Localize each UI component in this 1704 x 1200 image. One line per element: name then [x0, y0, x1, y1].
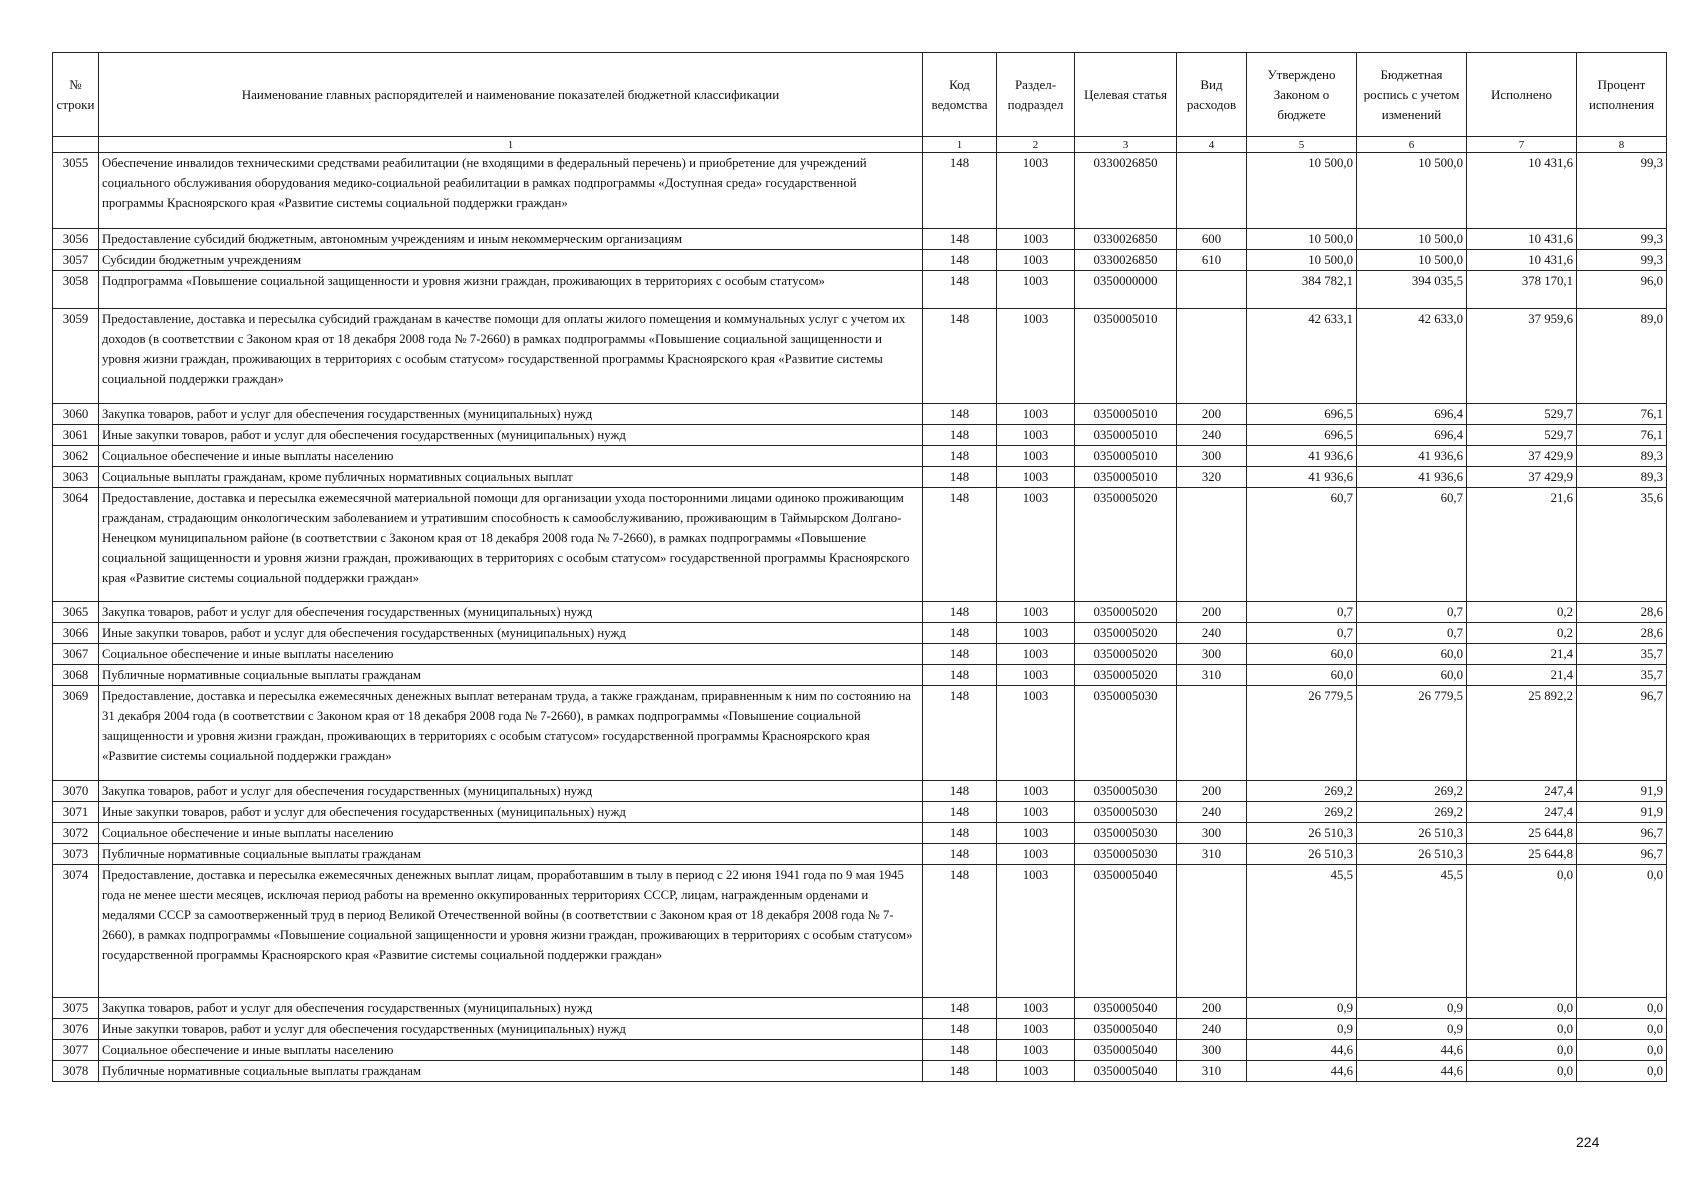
- row-name: Социальное обеспечение и иные выплаты населению: [99, 446, 923, 467]
- percent-executed: 0,0: [1577, 865, 1667, 998]
- executed-amount: 21,6: [1467, 488, 1577, 602]
- percent-executed: 89,3: [1577, 467, 1667, 488]
- table-row: [53, 309, 1667, 404]
- budget-list-amount: 60,0: [1357, 665, 1467, 686]
- approved-amount: 44,6: [1247, 1040, 1357, 1061]
- expense-type: 240: [1177, 425, 1247, 446]
- row-name: Социальное обеспечение и иные выплаты населению: [99, 1040, 923, 1061]
- budget-list-amount: 0,9: [1357, 998, 1467, 1019]
- section-code: 1003: [997, 229, 1075, 250]
- executed-amount: 10 431,6: [1467, 153, 1577, 229]
- section-code: 1003: [997, 1040, 1075, 1061]
- budget-list-amount: 696,4: [1357, 425, 1467, 446]
- dept-code: 148: [923, 1061, 997, 1082]
- executed-amount: 378 170,1: [1467, 271, 1577, 309]
- row-name: Иные закупки товаров, работ и услуг для обеспечения государственных (муниципальных) нужд: [99, 623, 923, 644]
- percent-executed: 91,9: [1577, 781, 1667, 802]
- header-target-article: Целевая статья: [1075, 53, 1177, 137]
- dept-code: 148: [923, 404, 997, 425]
- row-name: Закупка товаров, работ и услуг для обеспечения государственных (муниципальных) нужд: [99, 781, 923, 802]
- expense-type: 200: [1177, 781, 1247, 802]
- header-approved: Утверждено Законом о бюджете: [1247, 53, 1357, 137]
- section-code: 1003: [997, 271, 1075, 309]
- row-number: 3075: [53, 998, 99, 1019]
- section-code: 1003: [997, 686, 1075, 781]
- header-budget-list: Бюджетная роспись с учетом изменений: [1357, 53, 1467, 137]
- approved-amount: 696,5: [1247, 404, 1357, 425]
- section-code: 1003: [997, 1061, 1075, 1082]
- approved-amount: 269,2: [1247, 802, 1357, 823]
- percent-executed: 96,0: [1577, 271, 1667, 309]
- table-row: [53, 1040, 1667, 1061]
- budget-list-amount: 269,2: [1357, 781, 1467, 802]
- header-dept-code: Код ведомства: [923, 53, 997, 137]
- table-row: [53, 781, 1667, 802]
- percent-executed: 0,0: [1577, 1019, 1667, 1040]
- expense-type: 240: [1177, 802, 1247, 823]
- dept-code: 148: [923, 488, 997, 602]
- expense-type: 300: [1177, 446, 1247, 467]
- dept-code: 148: [923, 425, 997, 446]
- percent-executed: 0,0: [1577, 1040, 1667, 1061]
- expense-type: [1177, 865, 1247, 998]
- budget-list-amount: 45,5: [1357, 865, 1467, 998]
- expense-type: 310: [1177, 1061, 1247, 1082]
- budget-list-amount: 26 510,3: [1357, 823, 1467, 844]
- row-name: Социальные выплаты гражданам, кроме публичных нормативных социальных выплат: [99, 467, 923, 488]
- row-number: 3069: [53, 686, 99, 781]
- table-row: [53, 644, 1667, 665]
- executed-amount: 247,4: [1467, 781, 1577, 802]
- target-article: 0330026850: [1075, 229, 1177, 250]
- executed-amount: 0,0: [1467, 1019, 1577, 1040]
- target-article: 0350005040: [1075, 1040, 1177, 1061]
- table-row: [53, 446, 1667, 467]
- percent-executed: 28,6: [1577, 602, 1667, 623]
- executed-amount: 37 429,9: [1467, 467, 1577, 488]
- budget-list-amount: 41 936,6: [1357, 467, 1467, 488]
- page-number: 224: [1576, 1134, 1600, 1150]
- approved-amount: 0,7: [1247, 623, 1357, 644]
- dept-code: 148: [923, 467, 997, 488]
- expense-type: [1177, 271, 1247, 309]
- row-number: 3066: [53, 623, 99, 644]
- budget-list-amount: 696,4: [1357, 404, 1467, 425]
- table-row: [53, 686, 1667, 781]
- approved-amount: 0,9: [1247, 998, 1357, 1019]
- percent-executed: 99,3: [1577, 229, 1667, 250]
- target-article: 0350005040: [1075, 865, 1177, 998]
- expense-type: 300: [1177, 644, 1247, 665]
- header-percent: Процент исполнения: [1577, 53, 1667, 137]
- row-name: Подпрограмма «Повышение социальной защищенности и уровня жизни граждан, проживающих в территориях с особым статусом»: [99, 271, 923, 309]
- percent-executed: 89,0: [1577, 309, 1667, 404]
- approved-amount: 60,0: [1247, 644, 1357, 665]
- percent-executed: 28,6: [1577, 623, 1667, 644]
- table-row: [53, 250, 1667, 271]
- row-number: 3062: [53, 446, 99, 467]
- executed-amount: 25 644,8: [1467, 844, 1577, 865]
- section-code: 1003: [997, 844, 1075, 865]
- row-number: 3060: [53, 404, 99, 425]
- table-row: [53, 1019, 1667, 1040]
- row-name: Субсидии бюджетным учреждениям: [99, 250, 923, 271]
- percent-executed: 99,3: [1577, 250, 1667, 271]
- column-number: 8: [1577, 137, 1667, 153]
- expense-type: 240: [1177, 623, 1247, 644]
- percent-executed: 96,7: [1577, 844, 1667, 865]
- budget-list-amount: 26 779,5: [1357, 686, 1467, 781]
- row-name: Закупка товаров, работ и услуг для обеспечения государственных (муниципальных) нужд: [99, 602, 923, 623]
- percent-executed: 89,3: [1577, 446, 1667, 467]
- dept-code: 148: [923, 802, 997, 823]
- row-number: 3058: [53, 271, 99, 309]
- target-article: 0350005040: [1075, 1019, 1177, 1040]
- executed-amount: 25 644,8: [1467, 823, 1577, 844]
- dept-code: 148: [923, 686, 997, 781]
- expense-type: 200: [1177, 998, 1247, 1019]
- table-row: [53, 229, 1667, 250]
- approved-amount: 60,7: [1247, 488, 1357, 602]
- column-number: 1: [923, 137, 997, 153]
- row-number: 3078: [53, 1061, 99, 1082]
- executed-amount: 21,4: [1467, 665, 1577, 686]
- approved-amount: 41 936,6: [1247, 446, 1357, 467]
- target-article: 0350005020: [1075, 623, 1177, 644]
- expense-type: 200: [1177, 602, 1247, 623]
- column-number: 1: [99, 137, 923, 153]
- table-header-row: [53, 53, 1667, 137]
- table-row: [53, 823, 1667, 844]
- row-number: 3068: [53, 665, 99, 686]
- approved-amount: 269,2: [1247, 781, 1357, 802]
- header-expense-type: Вид расходов: [1177, 53, 1247, 137]
- row-number: 3070: [53, 781, 99, 802]
- table-row: [53, 153, 1667, 229]
- approved-amount: 0,7: [1247, 602, 1357, 623]
- row-name: Обеспечение инвалидов техническими средствами реабилитации (не входящими в федеральный перечень) и приобретение для учреждений социального обслуживания оборудования медико-социальной реабилитации в рамках подпрограммы «Доступная среда» государственной программы Красноярского края «Развитие системы социальной поддержки граждан»: [99, 153, 923, 229]
- target-article: 0350005030: [1075, 823, 1177, 844]
- header-row-number: № строки: [53, 53, 99, 137]
- row-name: Иные закупки товаров, работ и услуг для обеспечения государственных (муниципальных) нужд: [99, 425, 923, 446]
- header-executed: Исполнено: [1467, 53, 1577, 137]
- section-code: 1003: [997, 467, 1075, 488]
- row-name: Иные закупки товаров, работ и услуг для обеспечения государственных (муниципальных) нужд: [99, 802, 923, 823]
- expense-type: 320: [1177, 467, 1247, 488]
- target-article: 0330026850: [1075, 250, 1177, 271]
- dept-code: 148: [923, 309, 997, 404]
- row-number: 3077: [53, 1040, 99, 1061]
- row-name: Публичные нормативные социальные выплаты гражданам: [99, 844, 923, 865]
- executed-amount: 0,0: [1467, 865, 1577, 998]
- table-row: [53, 998, 1667, 1019]
- row-number: 3056: [53, 229, 99, 250]
- budget-list-amount: 10 500,0: [1357, 229, 1467, 250]
- approved-amount: 42 633,1: [1247, 309, 1357, 404]
- percent-executed: 96,7: [1577, 686, 1667, 781]
- budget-list-amount: 60,0: [1357, 644, 1467, 665]
- dept-code: 148: [923, 823, 997, 844]
- row-name: Публичные нормативные социальные выплаты гражданам: [99, 1061, 923, 1082]
- budget-table: [52, 52, 1667, 1082]
- executed-amount: 25 892,2: [1467, 686, 1577, 781]
- approved-amount: 10 500,0: [1247, 250, 1357, 271]
- dept-code: 148: [923, 665, 997, 686]
- target-article: 0350000000: [1075, 271, 1177, 309]
- section-code: 1003: [997, 998, 1075, 1019]
- target-article: 0350005030: [1075, 844, 1177, 865]
- row-name: Социальное обеспечение и иные выплаты населению: [99, 823, 923, 844]
- executed-amount: 529,7: [1467, 404, 1577, 425]
- dept-code: 148: [923, 1019, 997, 1040]
- percent-executed: 76,1: [1577, 404, 1667, 425]
- executed-amount: 37 429,9: [1467, 446, 1577, 467]
- row-name: Предоставление субсидий бюджетным, автономным учреждениям и иным некоммерческим организациям: [99, 229, 923, 250]
- column-number: 5: [1247, 137, 1357, 153]
- row-name: Предоставление, доставка и пересылка ежемесячной материальной помощи для организации ухода посторонними лицами одиноко проживающим гражданам, страдающим онкологическим заболеванием и утратившим способность к самообслуживанию, проживающим в Таймырском Долгано-Ненецком муниципальном районе (в соответствии с Законом края от 18 декабря 2008 года № 7-2660), в рамках подпрограммы «Повышение социальной защищенности и уровня жизни граждан, проживающих в территориях с особым статусом» государственной программы Красноярского края «Развитие системы социальной поддержки граждан»: [99, 488, 923, 602]
- executed-amount: 0,0: [1467, 1040, 1577, 1061]
- approved-amount: 10 500,0: [1247, 229, 1357, 250]
- column-number: 6: [1357, 137, 1467, 153]
- dept-code: 148: [923, 602, 997, 623]
- expense-type: 300: [1177, 823, 1247, 844]
- column-number: 4: [1177, 137, 1247, 153]
- target-article: 0350005010: [1075, 404, 1177, 425]
- table-row: [53, 404, 1667, 425]
- approved-amount: 44,6: [1247, 1061, 1357, 1082]
- approved-amount: 26 510,3: [1247, 844, 1357, 865]
- row-number: 3055: [53, 153, 99, 229]
- dept-code: 148: [923, 153, 997, 229]
- table-row: [53, 488, 1667, 602]
- executed-amount: 21,4: [1467, 644, 1577, 665]
- budget-sheet: [52, 52, 1667, 1082]
- target-article: 0350005020: [1075, 665, 1177, 686]
- executed-amount: 0,0: [1467, 1061, 1577, 1082]
- row-name: Закупка товаров, работ и услуг для обеспечения государственных (муниципальных) нужд: [99, 998, 923, 1019]
- executed-amount: 10 431,6: [1467, 229, 1577, 250]
- column-number: [53, 137, 99, 153]
- percent-executed: 0,0: [1577, 998, 1667, 1019]
- target-article: 0350005020: [1075, 488, 1177, 602]
- dept-code: 148: [923, 998, 997, 1019]
- expense-type: [1177, 488, 1247, 602]
- percent-executed: 91,9: [1577, 802, 1667, 823]
- target-article: 0350005040: [1075, 1061, 1177, 1082]
- budget-list-amount: 42 633,0: [1357, 309, 1467, 404]
- dept-code: 148: [923, 781, 997, 802]
- budget-list-amount: 44,6: [1357, 1061, 1467, 1082]
- target-article: 0350005010: [1075, 446, 1177, 467]
- dept-code: 148: [923, 446, 997, 467]
- budget-list-amount: 0,7: [1357, 623, 1467, 644]
- approved-amount: 10 500,0: [1247, 153, 1357, 229]
- target-article: 0350005010: [1075, 467, 1177, 488]
- column-number: 3: [1075, 137, 1177, 153]
- row-name: Закупка товаров, работ и услуг для обеспечения государственных (муниципальных) нужд: [99, 404, 923, 425]
- table-row: [53, 865, 1667, 998]
- row-name: Публичные нормативные социальные выплаты гражданам: [99, 665, 923, 686]
- dept-code: 148: [923, 1040, 997, 1061]
- executed-amount: 37 959,6: [1467, 309, 1577, 404]
- expense-type: 610: [1177, 250, 1247, 271]
- dept-code: 148: [923, 865, 997, 998]
- target-article: 0350005030: [1075, 781, 1177, 802]
- target-article: 0350005030: [1075, 686, 1177, 781]
- approved-amount: 26 510,3: [1247, 823, 1357, 844]
- percent-executed: 35,7: [1577, 644, 1667, 665]
- row-number: 3073: [53, 844, 99, 865]
- dept-code: 148: [923, 271, 997, 309]
- approved-amount: 26 779,5: [1247, 686, 1357, 781]
- executed-amount: 10 431,6: [1467, 250, 1577, 271]
- target-article: 0350005020: [1075, 644, 1177, 665]
- executed-amount: 247,4: [1467, 802, 1577, 823]
- table-row: [53, 271, 1667, 309]
- percent-executed: 35,7: [1577, 665, 1667, 686]
- section-code: 1003: [997, 153, 1075, 229]
- dept-code: 148: [923, 229, 997, 250]
- row-number: 3064: [53, 488, 99, 602]
- section-code: 1003: [997, 446, 1075, 467]
- section-code: 1003: [997, 1019, 1075, 1040]
- target-article: 0350005040: [1075, 998, 1177, 1019]
- budget-list-amount: 41 936,6: [1357, 446, 1467, 467]
- table-row: [53, 425, 1667, 446]
- row-number: 3067: [53, 644, 99, 665]
- dept-code: 148: [923, 623, 997, 644]
- row-number: 3065: [53, 602, 99, 623]
- row-number: 3059: [53, 309, 99, 404]
- approved-amount: 384 782,1: [1247, 271, 1357, 309]
- row-name: Иные закупки товаров, работ и услуг для обеспечения государственных (муниципальных) нужд: [99, 1019, 923, 1040]
- row-name: Предоставление, доставка и пересылка ежемесячных денежных выплат лицам, проработавшим в тылу в период с 22 июня 1941 года по 9 мая 1945 года не менее шести месяцев, исключая период работы на временно оккупированных территориях СССР, лицам, награжденным орденами и медалями СССР за самоотверженный труд в период Великой Отечественной войны (в соответствии с Законом края от 18 декабря 2008 года № 7-2660), в рамках подпрограммы «Повышение социальной защищенности и уровня жизни граждан, проживающих в территориях с особым статусом» государственной программы Красноярского края «Развитие системы социальной поддержки граждан»: [99, 865, 923, 998]
- target-article: 0350005020: [1075, 602, 1177, 623]
- approved-amount: 41 936,6: [1247, 467, 1357, 488]
- budget-list-amount: 10 500,0: [1357, 153, 1467, 229]
- expense-type: [1177, 309, 1247, 404]
- section-code: 1003: [997, 425, 1075, 446]
- table-row: [53, 844, 1667, 865]
- column-number-row: [53, 137, 1667, 153]
- approved-amount: 45,5: [1247, 865, 1357, 998]
- dept-code: 148: [923, 644, 997, 665]
- table-row: [53, 1061, 1667, 1082]
- expense-type: 310: [1177, 665, 1247, 686]
- column-number: 7: [1467, 137, 1577, 153]
- header-name: Наименование главных распорядителей и наименование показателей бюджетной классификации: [99, 53, 923, 137]
- section-code: 1003: [997, 802, 1075, 823]
- percent-executed: 96,7: [1577, 823, 1667, 844]
- row-number: 3057: [53, 250, 99, 271]
- budget-list-amount: 44,6: [1357, 1040, 1467, 1061]
- percent-executed: 76,1: [1577, 425, 1667, 446]
- section-code: 1003: [997, 823, 1075, 844]
- percent-executed: 0,0: [1577, 1061, 1667, 1082]
- section-code: 1003: [997, 665, 1075, 686]
- expense-type: 240: [1177, 1019, 1247, 1040]
- table-row: [53, 467, 1667, 488]
- row-number: 3072: [53, 823, 99, 844]
- row-number: 3071: [53, 802, 99, 823]
- budget-list-amount: 0,9: [1357, 1019, 1467, 1040]
- section-code: 1003: [997, 309, 1075, 404]
- section-code: 1003: [997, 781, 1075, 802]
- budget-list-amount: 0,7: [1357, 602, 1467, 623]
- percent-executed: 35,6: [1577, 488, 1667, 602]
- expense-type: [1177, 153, 1247, 229]
- section-code: 1003: [997, 865, 1075, 998]
- approved-amount: 0,9: [1247, 1019, 1357, 1040]
- section-code: 1003: [997, 404, 1075, 425]
- row-name: Социальное обеспечение и иные выплаты населению: [99, 644, 923, 665]
- section-code: 1003: [997, 623, 1075, 644]
- percent-executed: 99,3: [1577, 153, 1667, 229]
- dept-code: 148: [923, 250, 997, 271]
- row-number: 3074: [53, 865, 99, 998]
- row-number: 3076: [53, 1019, 99, 1040]
- expense-type: 300: [1177, 1040, 1247, 1061]
- expense-type: [1177, 686, 1247, 781]
- target-article: 0350005030: [1075, 802, 1177, 823]
- executed-amount: 0,2: [1467, 602, 1577, 623]
- row-name: Предоставление, доставка и пересылка субсидий гражданам в качестве помощи для оплаты жилого помещения и коммунальных услуг с учетом их доходов (в соответствии с Законом края от 18 декабря 2008 года № 7-2660) в рамках подпрограммы «Повышение социальной защищенности и уровня жизни граждан, проживающих в территориях с особым статусом» государственной программы Красноярского края «Развитие системы социальной поддержки граждан»: [99, 309, 923, 404]
- dept-code: 148: [923, 844, 997, 865]
- target-article: 0350005010: [1075, 425, 1177, 446]
- target-article: 0330026850: [1075, 153, 1177, 229]
- table-row: [53, 802, 1667, 823]
- budget-list-amount: 10 500,0: [1357, 250, 1467, 271]
- section-code: 1003: [997, 644, 1075, 665]
- executed-amount: 529,7: [1467, 425, 1577, 446]
- budget-list-amount: 60,7: [1357, 488, 1467, 602]
- row-number: 3063: [53, 467, 99, 488]
- approved-amount: 60,0: [1247, 665, 1357, 686]
- budget-list-amount: 394 035,5: [1357, 271, 1467, 309]
- table-row: [53, 602, 1667, 623]
- approved-amount: 696,5: [1247, 425, 1357, 446]
- table-body: [53, 153, 1667, 1082]
- executed-amount: 0,0: [1467, 998, 1577, 1019]
- section-code: 1003: [997, 488, 1075, 602]
- header-section: Раздел-подраздел: [997, 53, 1075, 137]
- budget-list-amount: 269,2: [1357, 802, 1467, 823]
- row-name: Предоставление, доставка и пересылка ежемесячных денежных выплат ветеранам труда, а также гражданам, приравненным к ним по состоянию на 31 декабря 2004 года (в соответствии с Законом края от 18 декабря 2008 года № 7-2660), в рамках подпрограммы «Повышение социальной защищенности и уровня жизни граждан, проживающих в территориях с особым статусом» государственной программы Красноярского края «Развитие системы социальной поддержки граждан»: [99, 686, 923, 781]
- column-number: 2: [997, 137, 1075, 153]
- table-row: [53, 623, 1667, 644]
- target-article: 0350005010: [1075, 309, 1177, 404]
- budget-list-amount: 26 510,3: [1357, 844, 1467, 865]
- section-code: 1003: [997, 602, 1075, 623]
- table-row: [53, 665, 1667, 686]
- executed-amount: 0,2: [1467, 623, 1577, 644]
- expense-type: 310: [1177, 844, 1247, 865]
- row-number: 3061: [53, 425, 99, 446]
- expense-type: 600: [1177, 229, 1247, 250]
- expense-type: 200: [1177, 404, 1247, 425]
- section-code: 1003: [997, 250, 1075, 271]
